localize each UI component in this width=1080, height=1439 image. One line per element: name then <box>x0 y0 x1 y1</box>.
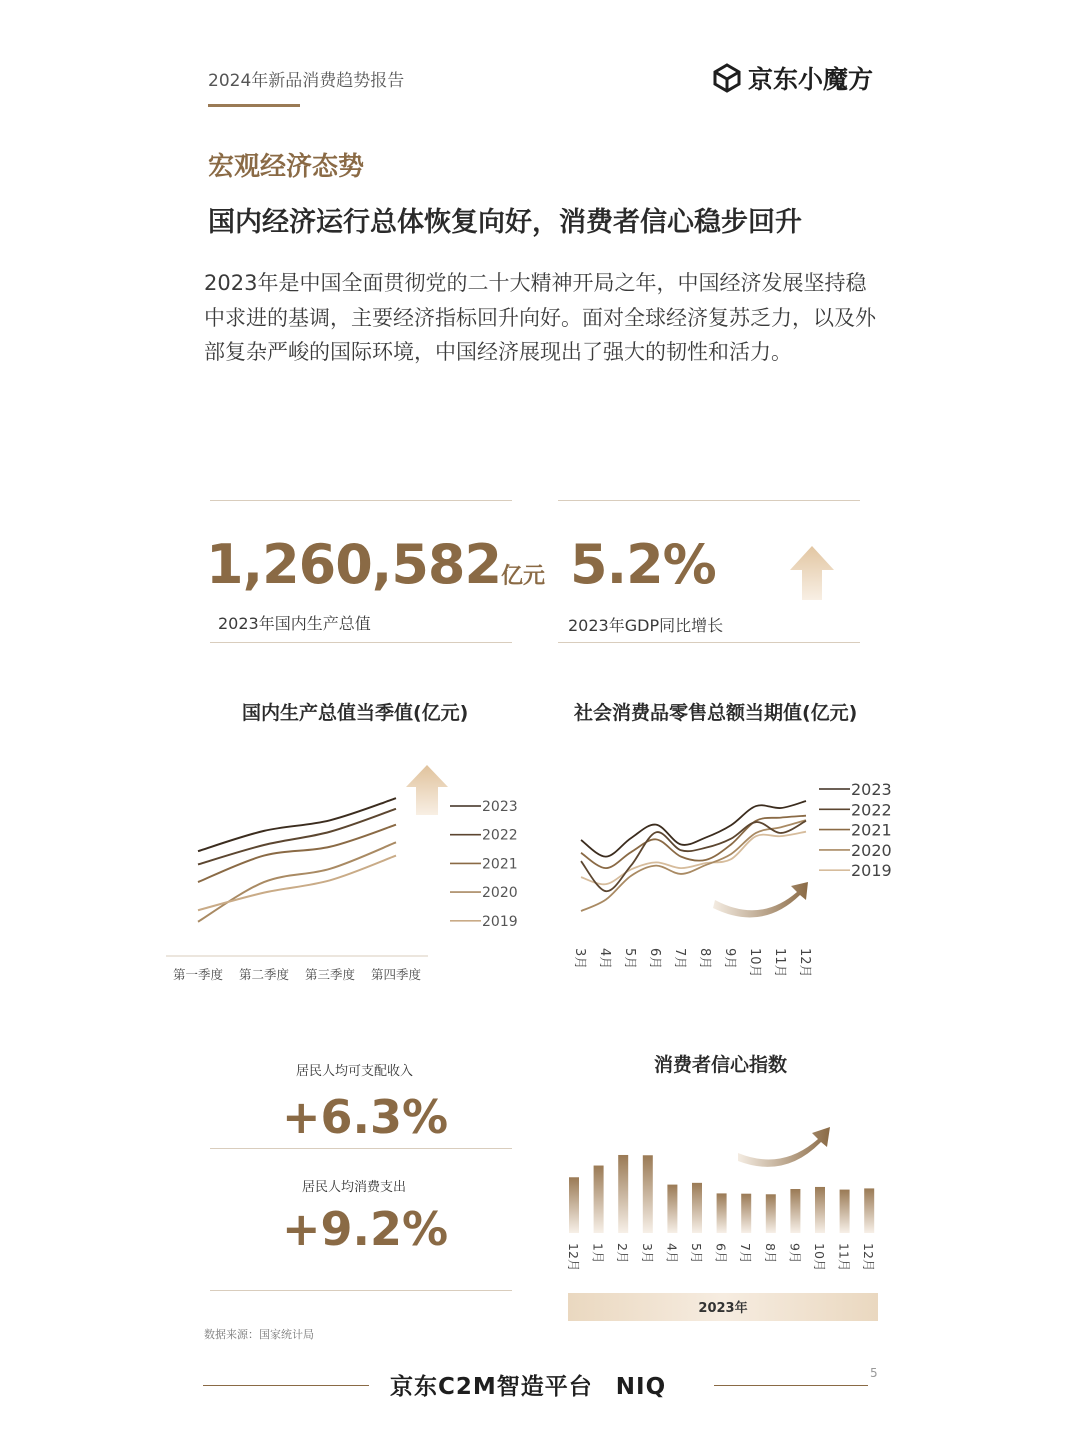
bar <box>790 1189 800 1233</box>
divider <box>210 642 512 643</box>
x-tick-label: 1月 <box>590 1243 606 1264</box>
x-tick-label: 第二季度 <box>238 967 290 982</box>
x-tick-label: 3月 <box>639 1243 655 1264</box>
bar <box>815 1187 825 1233</box>
trend-arrow-icon <box>738 1127 830 1167</box>
income-value: +6.3% <box>282 1090 449 1144</box>
x-tick-label: 3月 <box>572 948 587 970</box>
x-tick-label: 7月 <box>672 948 687 970</box>
x-tick-label: 12月 <box>861 1243 877 1272</box>
x-tick-label: 7月 <box>738 1243 754 1264</box>
confidence-chart-title: 消费者信心指数 <box>654 1054 788 1076</box>
legend-label: 2022 <box>851 800 892 820</box>
x-tick-label: 第四季度 <box>370 967 422 982</box>
x-tick-label: 6月 <box>647 948 662 970</box>
footer-partner: NIQ <box>615 1374 667 1400</box>
divider <box>210 1290 512 1291</box>
x-tick-label: 5月 <box>689 1243 704 1264</box>
cube-logo-icon <box>712 63 742 93</box>
footer-platform: 京东C2M智造平台 <box>390 1374 593 1400</box>
footer-rule-left <box>203 1385 369 1386</box>
bar <box>864 1188 874 1233</box>
legend-label: 2019 <box>482 913 518 930</box>
gdp-chart-title: 国内生产总值当季值(亿元) <box>242 702 469 724</box>
confidence-bar-chart <box>560 1115 885 1325</box>
up-arrow-icon <box>788 546 836 600</box>
footer-rule-right <box>714 1385 868 1386</box>
x-tick-label: 6月 <box>713 1243 729 1264</box>
legend-label: 2019 <box>851 861 892 881</box>
bar <box>840 1190 850 1233</box>
retail-line-chart <box>565 770 910 995</box>
bar <box>741 1194 751 1233</box>
section-title: 宏观经济态势 <box>208 152 365 182</box>
x-tick-label: 9月 <box>722 948 737 970</box>
report-title: 2024年新品消费趋势报告 <box>208 71 405 91</box>
footer-brand <box>390 1368 666 1401</box>
legend-label: 2023 <box>482 799 518 815</box>
series-line-2019 <box>198 856 396 911</box>
x-tick-label: 第三季度 <box>304 967 356 982</box>
series-line-2021 <box>198 825 396 882</box>
source-note: 数据来源：国家统计局 <box>204 1328 314 1341</box>
gdp-caption: 2023年国内生产总值 <box>218 614 371 633</box>
gdp-kpi <box>206 533 545 596</box>
series-line-2019 <box>581 832 806 885</box>
bar <box>717 1193 727 1233</box>
divider <box>558 642 860 643</box>
legend-label: 2021 <box>851 820 892 840</box>
x-tick-label: 9月 <box>787 1243 803 1264</box>
gdp-value: 1,260,582 <box>206 533 502 596</box>
x-tick-label: 12月 <box>797 948 812 978</box>
x-tick-label: 12月 <box>566 1243 581 1272</box>
x-tick-label: 11月 <box>836 1243 852 1272</box>
x-tick-label: 11月 <box>772 948 787 978</box>
gdp-line-chart <box>160 755 540 990</box>
bar <box>569 1177 579 1233</box>
x-tick-label: 10月 <box>747 948 762 978</box>
bar <box>594 1166 604 1233</box>
bar <box>667 1185 677 1233</box>
x-tick-label: 4月 <box>597 948 612 970</box>
divider <box>210 1148 512 1149</box>
bar <box>766 1194 776 1233</box>
x-tick-label: 2月 <box>615 1243 631 1264</box>
legend-label: 2020 <box>851 840 892 860</box>
intro-paragraph: 2023年是中国全面贯彻党的二十大精神开局之年，中国经济发展坚持稳中求进的基调，主要经济指标回升向好。面对全球经济复苏乏力，以及外部复杂严峻的国际环境，中国经济展现出了强大的韧性和活力。 <box>204 271 876 364</box>
legend-label: 2023 <box>851 780 892 799</box>
income-label: 居民人均可支配收入 <box>296 1064 414 1079</box>
retail-chart-title: 社会消费品零售总额当期值(亿元) <box>574 702 858 724</box>
spend-label: 居民人均消费支出 <box>302 1180 407 1195</box>
legend-label: 2021 <box>482 856 518 873</box>
divider <box>210 500 512 501</box>
spend-value: +9.2% <box>282 1202 449 1256</box>
logo <box>712 60 873 96</box>
divider <box>558 500 860 501</box>
series-line-2023 <box>198 798 396 851</box>
gdp-unit: 亿元 <box>501 564 546 589</box>
bar <box>692 1183 702 1233</box>
header-accent-line <box>208 104 300 107</box>
bar <box>643 1155 653 1233</box>
growth-value: 5.2% <box>570 533 716 596</box>
x-tick-label: 4月 <box>664 1243 680 1264</box>
bar <box>618 1155 628 1233</box>
x-tick-label: 10月 <box>812 1243 827 1272</box>
growth-caption: 2023年GDP同比增长 <box>568 616 724 635</box>
trend-arrow-icon <box>713 882 808 917</box>
logo-text: 京东小魔方 <box>748 65 874 94</box>
x-tick-label: 8月 <box>762 1243 778 1264</box>
x-tick-label: 5月 <box>622 948 637 970</box>
x-tick-label: 第一季度 <box>172 967 224 982</box>
legend-label: 2022 <box>482 827 518 844</box>
up-arrow-icon <box>406 765 448 815</box>
legend-label: 2020 <box>482 885 518 902</box>
headline: 国内经济运行总体恢复向好，消费者信心稳步回升 <box>208 207 802 238</box>
x-axis-label: 2023年 <box>698 1301 748 1316</box>
page-number: 5 <box>870 1366 878 1380</box>
x-tick-label: 8月 <box>697 948 712 970</box>
